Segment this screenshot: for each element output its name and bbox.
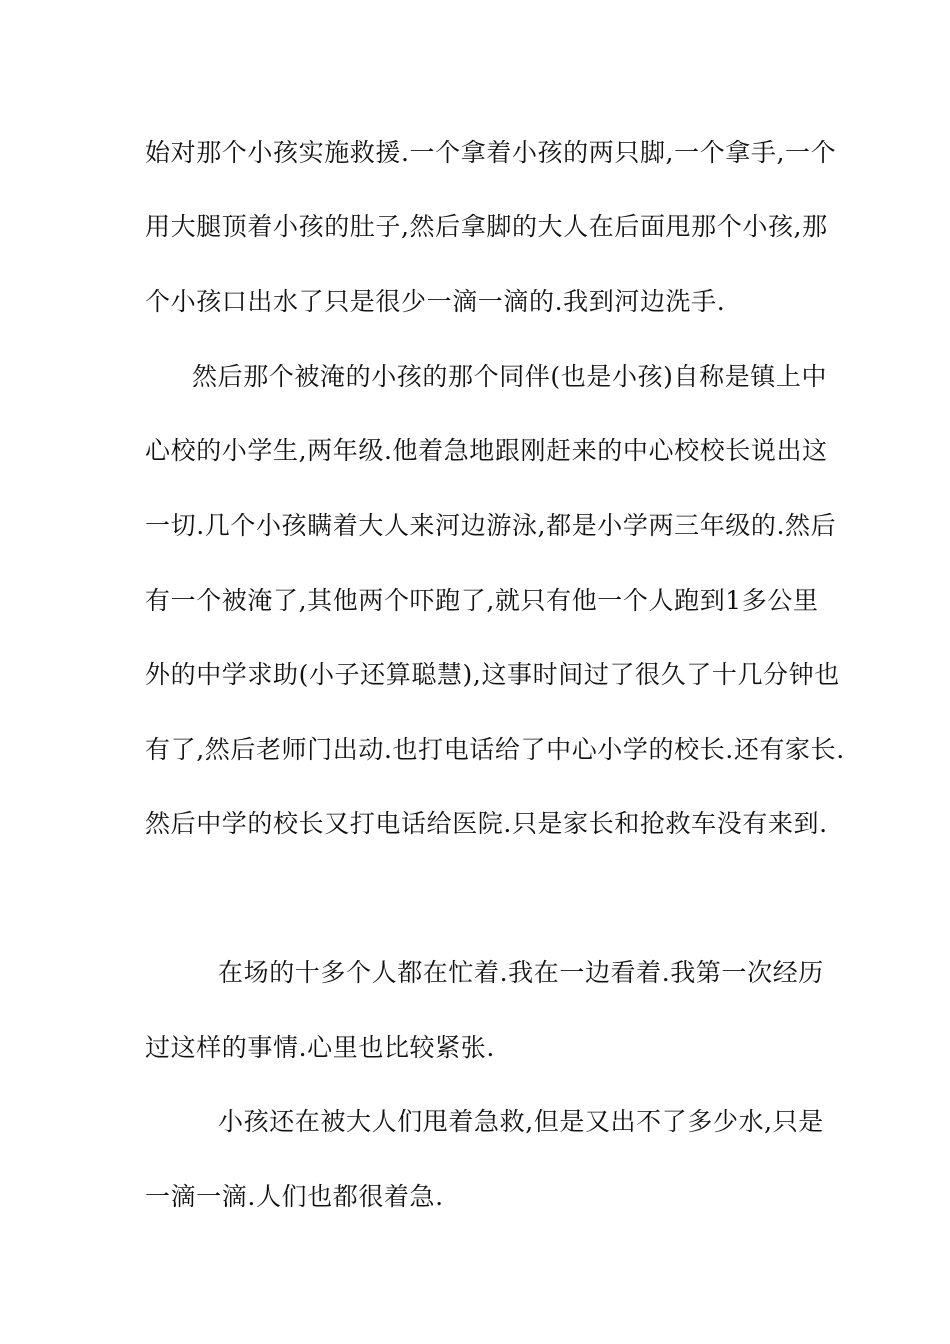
text-line: 有了,然后老师门出动.也打电话给了中心小学的校长.还有家长. bbox=[145, 735, 845, 764]
text-line: 用大腿顶着小孩的肚子,然后拿脚的大人在后面甩那个小孩,那 bbox=[145, 212, 828, 241]
text-line: 一滴一滴.人们也都很着急. bbox=[145, 1182, 444, 1211]
text-line: 过这样的事情.心里也比较紧张. bbox=[145, 1033, 495, 1062]
text-line: 然后中学的校长又打电话给医院.只是家长和抢救车没有来到. bbox=[145, 809, 828, 838]
paragraph-first-line: 然后那个被淹的小孩的那个同伴(也是小孩)自称是镇上中 bbox=[192, 362, 828, 391]
paragraph-first-line: 小孩还在被大人们甩着急救,但是又出不了多少水,只是 bbox=[218, 1107, 824, 1136]
text-line: 有一个被淹了,其他两个吓跑了,就只有他一个人跑到1多公里 bbox=[145, 586, 819, 615]
paragraph-first-line: 在场的十多个人都在忙着.我在一边看着.我第一次经历 bbox=[218, 958, 824, 987]
text-line: 一切.几个小孩瞒着大人来河边游泳,都是小学两三年级的.然后 bbox=[145, 511, 837, 540]
text-line: 个小孩口出水了只是很少一滴一滴的.我到河边洗手. bbox=[145, 287, 726, 316]
text-line: 心校的小学生,两年级.他着急地跟刚赶来的中心校校长说出这 bbox=[145, 436, 828, 465]
text-line: 外的中学求助(小子还算聪慧),这事时间过了很久了十几分钟也 bbox=[145, 660, 840, 689]
text-line: 始对那个小孩实施救援.一个拿着小孩的两只脚,一个拿手,一个 bbox=[145, 138, 837, 167]
